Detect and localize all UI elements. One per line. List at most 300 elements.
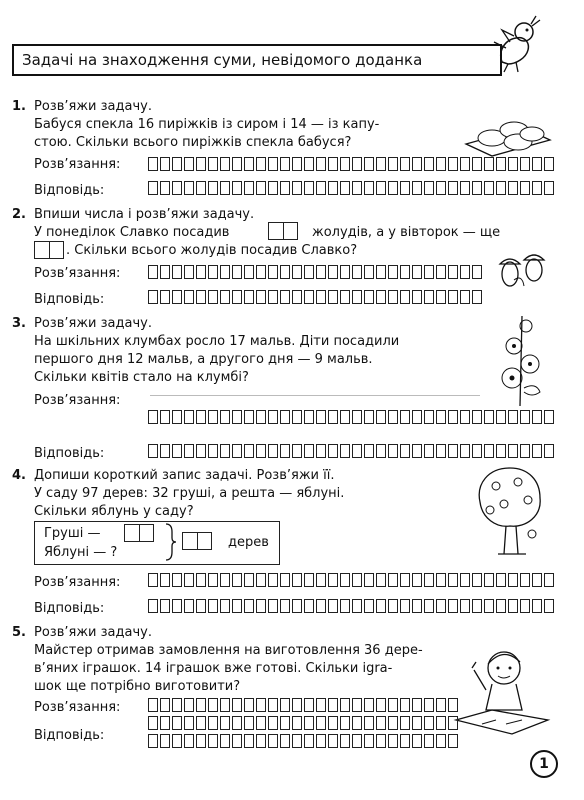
grid-cell[interactable] bbox=[148, 716, 158, 730]
grid-cell[interactable] bbox=[448, 573, 458, 587]
grid-cell[interactable] bbox=[364, 716, 374, 730]
grid-cell[interactable] bbox=[232, 573, 242, 587]
grid-cell[interactable] bbox=[400, 716, 410, 730]
grid-cell[interactable] bbox=[220, 599, 230, 613]
answer-grid[interactable] bbox=[148, 265, 484, 280]
grid-cell[interactable] bbox=[484, 573, 494, 587]
grid-cell[interactable] bbox=[472, 573, 482, 587]
grid-cell[interactable] bbox=[148, 698, 158, 712]
grid-cell[interactable] bbox=[208, 698, 218, 712]
grid-cell[interactable] bbox=[364, 599, 374, 613]
grid-cell[interactable] bbox=[484, 157, 494, 171]
grid-cell[interactable] bbox=[364, 265, 374, 279]
grid-cell[interactable] bbox=[196, 573, 206, 587]
grid-cell[interactable] bbox=[412, 290, 422, 304]
grid-cell[interactable] bbox=[256, 573, 266, 587]
grid-cell[interactable] bbox=[448, 157, 458, 171]
grid-cell[interactable] bbox=[424, 573, 434, 587]
grid-cell[interactable] bbox=[256, 157, 266, 171]
grid-cell[interactable] bbox=[184, 265, 194, 279]
grid-cell[interactable] bbox=[220, 290, 230, 304]
grid-cell[interactable] bbox=[328, 698, 338, 712]
grid-cell[interactable] bbox=[472, 444, 482, 458]
grid-cell[interactable] bbox=[244, 290, 254, 304]
grid-cell[interactable] bbox=[268, 290, 278, 304]
grid-cell[interactable] bbox=[304, 599, 314, 613]
grid-cell[interactable] bbox=[352, 265, 362, 279]
answer-grid[interactable] bbox=[148, 290, 484, 305]
grid-cell[interactable] bbox=[256, 290, 266, 304]
grid-cell[interactable] bbox=[400, 290, 410, 304]
grid-cell[interactable] bbox=[256, 410, 266, 424]
grid-cell[interactable] bbox=[268, 734, 278, 748]
grid-cell[interactable] bbox=[196, 410, 206, 424]
number-entry-box[interactable] bbox=[34, 241, 64, 259]
grid-cell[interactable] bbox=[460, 290, 470, 304]
grid-cell[interactable] bbox=[208, 734, 218, 748]
grid-cell[interactable] bbox=[448, 698, 458, 712]
grid-cell[interactable] bbox=[220, 157, 230, 171]
grid-cell[interactable] bbox=[232, 698, 242, 712]
grid-cell[interactable] bbox=[244, 573, 254, 587]
grid-cell[interactable] bbox=[172, 410, 182, 424]
grid-cell[interactable] bbox=[520, 181, 530, 195]
grid-cell[interactable] bbox=[160, 573, 170, 587]
grid-cell[interactable] bbox=[520, 410, 530, 424]
grid-cell[interactable] bbox=[244, 444, 254, 458]
grid-cell[interactable] bbox=[280, 265, 290, 279]
grid-cell[interactable] bbox=[148, 599, 158, 613]
grid-cell[interactable] bbox=[412, 265, 422, 279]
grid-cell[interactable] bbox=[472, 265, 482, 279]
grid-cell[interactable] bbox=[208, 444, 218, 458]
grid-cell[interactable] bbox=[160, 181, 170, 195]
grid-cell[interactable] bbox=[340, 410, 350, 424]
grid-cell[interactable] bbox=[460, 410, 470, 424]
grid-cell[interactable] bbox=[460, 265, 470, 279]
grid-cell[interactable] bbox=[436, 157, 446, 171]
grid-cell[interactable] bbox=[196, 599, 206, 613]
grid-cell[interactable] bbox=[316, 573, 326, 587]
grid-cell[interactable] bbox=[520, 573, 530, 587]
grid-cell[interactable] bbox=[388, 599, 398, 613]
number-entry-box[interactable] bbox=[124, 524, 154, 542]
grid-cell[interactable] bbox=[388, 265, 398, 279]
grid-cell[interactable] bbox=[412, 573, 422, 587]
grid-cell[interactable] bbox=[388, 716, 398, 730]
grid-cell[interactable] bbox=[244, 599, 254, 613]
grid-cell[interactable] bbox=[448, 290, 458, 304]
grid-cell[interactable] bbox=[376, 265, 386, 279]
grid-cell[interactable] bbox=[520, 599, 530, 613]
grid-cell[interactable] bbox=[388, 444, 398, 458]
grid-cell[interactable] bbox=[400, 444, 410, 458]
grid-cell[interactable] bbox=[340, 157, 350, 171]
grid-cell[interactable] bbox=[160, 716, 170, 730]
grid-cell[interactable] bbox=[280, 444, 290, 458]
grid-cell[interactable] bbox=[424, 734, 434, 748]
grid-cell[interactable] bbox=[220, 181, 230, 195]
grid-cell[interactable] bbox=[280, 410, 290, 424]
grid-cell[interactable] bbox=[196, 734, 206, 748]
grid-cell[interactable] bbox=[340, 573, 350, 587]
grid-cell[interactable] bbox=[268, 599, 278, 613]
grid-cell[interactable] bbox=[520, 444, 530, 458]
grid-cell[interactable] bbox=[364, 734, 374, 748]
grid-cell[interactable] bbox=[280, 698, 290, 712]
grid-cell[interactable] bbox=[508, 573, 518, 587]
grid-cell[interactable] bbox=[208, 599, 218, 613]
grid-cell[interactable] bbox=[388, 698, 398, 712]
grid-cell[interactable] bbox=[532, 181, 542, 195]
grid-cell[interactable] bbox=[160, 265, 170, 279]
grid-cell[interactable] bbox=[280, 157, 290, 171]
grid-cell[interactable] bbox=[328, 181, 338, 195]
grid-cell[interactable] bbox=[376, 181, 386, 195]
grid-cell[interactable] bbox=[340, 265, 350, 279]
grid-cell[interactable] bbox=[376, 290, 386, 304]
grid-cell[interactable] bbox=[208, 410, 218, 424]
grid-cell[interactable] bbox=[448, 181, 458, 195]
grid-cell[interactable] bbox=[244, 410, 254, 424]
grid-cell[interactable] bbox=[184, 410, 194, 424]
grid-cell[interactable] bbox=[340, 734, 350, 748]
answer-grid[interactable] bbox=[148, 698, 460, 713]
grid-cell[interactable] bbox=[256, 698, 266, 712]
grid-cell[interactable] bbox=[532, 157, 542, 171]
grid-cell[interactable] bbox=[196, 265, 206, 279]
grid-cell[interactable] bbox=[412, 444, 422, 458]
grid-cell[interactable] bbox=[232, 716, 242, 730]
grid-cell[interactable] bbox=[364, 444, 374, 458]
grid-cell[interactable] bbox=[448, 444, 458, 458]
grid-cell[interactable] bbox=[304, 716, 314, 730]
grid-cell[interactable] bbox=[316, 157, 326, 171]
grid-cell[interactable] bbox=[496, 444, 506, 458]
grid-cell[interactable] bbox=[364, 290, 374, 304]
number-entry-box[interactable] bbox=[268, 222, 298, 240]
grid-cell[interactable] bbox=[160, 410, 170, 424]
answer-grid[interactable] bbox=[148, 444, 556, 459]
grid-cell[interactable] bbox=[292, 573, 302, 587]
grid-cell[interactable] bbox=[484, 599, 494, 613]
grid-cell[interactable] bbox=[256, 734, 266, 748]
grid-cell[interactable] bbox=[304, 157, 314, 171]
grid-cell[interactable] bbox=[316, 410, 326, 424]
grid-cell[interactable] bbox=[352, 716, 362, 730]
answer-grid[interactable] bbox=[148, 599, 556, 614]
grid-cell[interactable] bbox=[232, 265, 242, 279]
grid-cell[interactable] bbox=[148, 410, 158, 424]
grid-cell[interactable] bbox=[400, 734, 410, 748]
grid-cell[interactable] bbox=[184, 181, 194, 195]
grid-cell[interactable] bbox=[340, 599, 350, 613]
grid-cell[interactable] bbox=[424, 265, 434, 279]
grid-cell[interactable] bbox=[328, 410, 338, 424]
grid-cell[interactable] bbox=[292, 734, 302, 748]
grid-cell[interactable] bbox=[160, 599, 170, 613]
grid-cell[interactable] bbox=[280, 181, 290, 195]
grid-cell[interactable] bbox=[376, 599, 386, 613]
grid-cell[interactable] bbox=[544, 444, 554, 458]
grid-cell[interactable] bbox=[352, 573, 362, 587]
grid-cell[interactable] bbox=[232, 444, 242, 458]
grid-cell[interactable] bbox=[328, 290, 338, 304]
answer-grid[interactable] bbox=[148, 573, 556, 588]
grid-cell[interactable] bbox=[388, 181, 398, 195]
grid-cell[interactable] bbox=[328, 265, 338, 279]
answer-grid[interactable] bbox=[148, 734, 460, 749]
grid-cell[interactable] bbox=[172, 444, 182, 458]
grid-cell[interactable] bbox=[316, 265, 326, 279]
grid-cell[interactable] bbox=[448, 599, 458, 613]
answer-grid[interactable] bbox=[148, 716, 460, 731]
grid-cell[interactable] bbox=[316, 181, 326, 195]
grid-cell[interactable] bbox=[292, 290, 302, 304]
grid-cell[interactable] bbox=[460, 573, 470, 587]
grid-cell[interactable] bbox=[328, 716, 338, 730]
grid-cell[interactable] bbox=[148, 181, 158, 195]
grid-cell[interactable] bbox=[316, 444, 326, 458]
grid-cell[interactable] bbox=[400, 157, 410, 171]
grid-cell[interactable] bbox=[304, 444, 314, 458]
grid-cell[interactable] bbox=[148, 444, 158, 458]
grid-cell[interactable] bbox=[388, 734, 398, 748]
grid-cell[interactable] bbox=[316, 734, 326, 748]
grid-cell[interactable] bbox=[256, 181, 266, 195]
grid-cell[interactable] bbox=[496, 573, 506, 587]
grid-cell[interactable] bbox=[424, 444, 434, 458]
grid-cell[interactable] bbox=[532, 599, 542, 613]
grid-cell[interactable] bbox=[172, 716, 182, 730]
grid-cell[interactable] bbox=[424, 181, 434, 195]
grid-cell[interactable] bbox=[436, 265, 446, 279]
grid-cell[interactable] bbox=[256, 716, 266, 730]
grid-cell[interactable] bbox=[376, 573, 386, 587]
grid-cell[interactable] bbox=[460, 444, 470, 458]
grid-cell[interactable] bbox=[196, 698, 206, 712]
grid-cell[interactable] bbox=[268, 698, 278, 712]
grid-cell[interactable] bbox=[172, 698, 182, 712]
grid-cell[interactable] bbox=[436, 410, 446, 424]
grid-cell[interactable] bbox=[436, 698, 446, 712]
grid-cell[interactable] bbox=[496, 599, 506, 613]
grid-cell[interactable] bbox=[232, 734, 242, 748]
grid-cell[interactable] bbox=[292, 698, 302, 712]
grid-cell[interactable] bbox=[184, 573, 194, 587]
grid-cell[interactable] bbox=[232, 181, 242, 195]
grid-cell[interactable] bbox=[292, 716, 302, 730]
grid-cell[interactable] bbox=[172, 265, 182, 279]
grid-cell[interactable] bbox=[220, 716, 230, 730]
grid-cell[interactable] bbox=[184, 734, 194, 748]
grid-cell[interactable] bbox=[400, 265, 410, 279]
grid-cell[interactable] bbox=[160, 157, 170, 171]
grid-cell[interactable] bbox=[172, 290, 182, 304]
grid-cell[interactable] bbox=[184, 599, 194, 613]
grid-cell[interactable] bbox=[484, 444, 494, 458]
grid-cell[interactable] bbox=[436, 599, 446, 613]
grid-cell[interactable] bbox=[328, 734, 338, 748]
grid-cell[interactable] bbox=[424, 716, 434, 730]
grid-cell[interactable] bbox=[496, 410, 506, 424]
grid-cell[interactable] bbox=[352, 444, 362, 458]
grid-cell[interactable] bbox=[508, 599, 518, 613]
grid-cell[interactable] bbox=[460, 157, 470, 171]
grid-cell[interactable] bbox=[412, 410, 422, 424]
grid-cell[interactable] bbox=[304, 698, 314, 712]
grid-cell[interactable] bbox=[544, 599, 554, 613]
grid-cell[interactable] bbox=[244, 265, 254, 279]
grid-cell[interactable] bbox=[304, 410, 314, 424]
grid-cell[interactable] bbox=[220, 410, 230, 424]
grid-cell[interactable] bbox=[220, 265, 230, 279]
grid-cell[interactable] bbox=[268, 181, 278, 195]
grid-cell[interactable] bbox=[172, 734, 182, 748]
grid-cell[interactable] bbox=[280, 573, 290, 587]
grid-cell[interactable] bbox=[352, 290, 362, 304]
grid-cell[interactable] bbox=[544, 181, 554, 195]
grid-cell[interactable] bbox=[376, 734, 386, 748]
grid-cell[interactable] bbox=[280, 599, 290, 613]
grid-cell[interactable] bbox=[268, 410, 278, 424]
grid-cell[interactable] bbox=[544, 410, 554, 424]
grid-cell[interactable] bbox=[316, 599, 326, 613]
grid-cell[interactable] bbox=[508, 157, 518, 171]
grid-cell[interactable] bbox=[148, 290, 158, 304]
grid-cell[interactable] bbox=[448, 716, 458, 730]
grid-cell[interactable] bbox=[436, 573, 446, 587]
grid-cell[interactable] bbox=[508, 444, 518, 458]
grid-cell[interactable] bbox=[316, 698, 326, 712]
grid-cell[interactable] bbox=[424, 410, 434, 424]
grid-cell[interactable] bbox=[400, 698, 410, 712]
grid-cell[interactable] bbox=[472, 410, 482, 424]
grid-cell[interactable] bbox=[400, 599, 410, 613]
grid-cell[interactable] bbox=[160, 444, 170, 458]
grid-cell[interactable] bbox=[364, 157, 374, 171]
grid-cell[interactable] bbox=[268, 573, 278, 587]
grid-cell[interactable] bbox=[400, 573, 410, 587]
grid-cell[interactable] bbox=[352, 599, 362, 613]
grid-cell[interactable] bbox=[148, 157, 158, 171]
grid-cell[interactable] bbox=[220, 444, 230, 458]
grid-cell[interactable] bbox=[244, 181, 254, 195]
grid-cell[interactable] bbox=[400, 410, 410, 424]
grid-cell[interactable] bbox=[316, 290, 326, 304]
grid-cell[interactable] bbox=[292, 157, 302, 171]
grid-cell[interactable] bbox=[424, 290, 434, 304]
grid-cell[interactable] bbox=[364, 573, 374, 587]
grid-cell[interactable] bbox=[244, 698, 254, 712]
grid-cell[interactable] bbox=[484, 181, 494, 195]
grid-cell[interactable] bbox=[148, 573, 158, 587]
grid-cell[interactable] bbox=[388, 157, 398, 171]
grid-cell[interactable] bbox=[472, 181, 482, 195]
grid-cell[interactable] bbox=[340, 444, 350, 458]
grid-cell[interactable] bbox=[544, 573, 554, 587]
grid-cell[interactable] bbox=[436, 181, 446, 195]
grid-cell[interactable] bbox=[328, 157, 338, 171]
grid-cell[interactable] bbox=[244, 734, 254, 748]
grid-cell[interactable] bbox=[244, 716, 254, 730]
grid-cell[interactable] bbox=[472, 157, 482, 171]
grid-cell[interactable] bbox=[412, 716, 422, 730]
grid-cell[interactable] bbox=[364, 698, 374, 712]
grid-cell[interactable] bbox=[172, 573, 182, 587]
grid-cell[interactable] bbox=[496, 181, 506, 195]
grid-cell[interactable] bbox=[268, 716, 278, 730]
grid-cell[interactable] bbox=[448, 265, 458, 279]
grid-cell[interactable] bbox=[352, 734, 362, 748]
grid-cell[interactable] bbox=[304, 734, 314, 748]
grid-cell[interactable] bbox=[280, 734, 290, 748]
grid-cell[interactable] bbox=[340, 716, 350, 730]
grid-cell[interactable] bbox=[532, 573, 542, 587]
grid-cell[interactable] bbox=[196, 157, 206, 171]
grid-cell[interactable] bbox=[208, 290, 218, 304]
grid-cell[interactable] bbox=[160, 698, 170, 712]
grid-cell[interactable] bbox=[472, 290, 482, 304]
grid-cell[interactable] bbox=[448, 734, 458, 748]
grid-cell[interactable] bbox=[160, 290, 170, 304]
grid-cell[interactable] bbox=[148, 265, 158, 279]
grid-cell[interactable] bbox=[184, 698, 194, 712]
grid-cell[interactable] bbox=[208, 157, 218, 171]
grid-cell[interactable] bbox=[340, 181, 350, 195]
grid-cell[interactable] bbox=[376, 410, 386, 424]
grid-cell[interactable] bbox=[436, 734, 446, 748]
answer-grid[interactable] bbox=[148, 410, 556, 425]
grid-cell[interactable] bbox=[208, 181, 218, 195]
grid-cell[interactable] bbox=[484, 410, 494, 424]
grid-cell[interactable] bbox=[280, 290, 290, 304]
grid-cell[interactable] bbox=[244, 157, 254, 171]
grid-cell[interactable] bbox=[184, 290, 194, 304]
grid-cell[interactable] bbox=[292, 599, 302, 613]
grid-cell[interactable] bbox=[544, 157, 554, 171]
grid-cell[interactable] bbox=[184, 716, 194, 730]
grid-cell[interactable] bbox=[208, 573, 218, 587]
grid-cell[interactable] bbox=[388, 290, 398, 304]
grid-cell[interactable] bbox=[196, 181, 206, 195]
grid-cell[interactable] bbox=[412, 698, 422, 712]
grid-cell[interactable] bbox=[352, 181, 362, 195]
grid-cell[interactable] bbox=[232, 290, 242, 304]
grid-cell[interactable] bbox=[424, 157, 434, 171]
grid-cell[interactable] bbox=[304, 573, 314, 587]
grid-cell[interactable] bbox=[148, 734, 158, 748]
grid-cell[interactable] bbox=[388, 573, 398, 587]
grid-cell[interactable] bbox=[184, 157, 194, 171]
grid-cell[interactable] bbox=[520, 157, 530, 171]
grid-cell[interactable] bbox=[220, 573, 230, 587]
grid-cell[interactable] bbox=[196, 290, 206, 304]
grid-cell[interactable] bbox=[424, 599, 434, 613]
grid-cell[interactable] bbox=[172, 181, 182, 195]
grid-cell[interactable] bbox=[364, 181, 374, 195]
grid-cell[interactable] bbox=[460, 181, 470, 195]
grid-cell[interactable] bbox=[160, 734, 170, 748]
answer-grid[interactable] bbox=[148, 157, 556, 172]
grid-cell[interactable] bbox=[376, 157, 386, 171]
answer-grid[interactable] bbox=[148, 181, 556, 196]
grid-cell[interactable] bbox=[436, 716, 446, 730]
grid-cell[interactable] bbox=[256, 265, 266, 279]
grid-cell[interactable] bbox=[436, 290, 446, 304]
grid-cell[interactable] bbox=[388, 410, 398, 424]
grid-cell[interactable] bbox=[376, 444, 386, 458]
